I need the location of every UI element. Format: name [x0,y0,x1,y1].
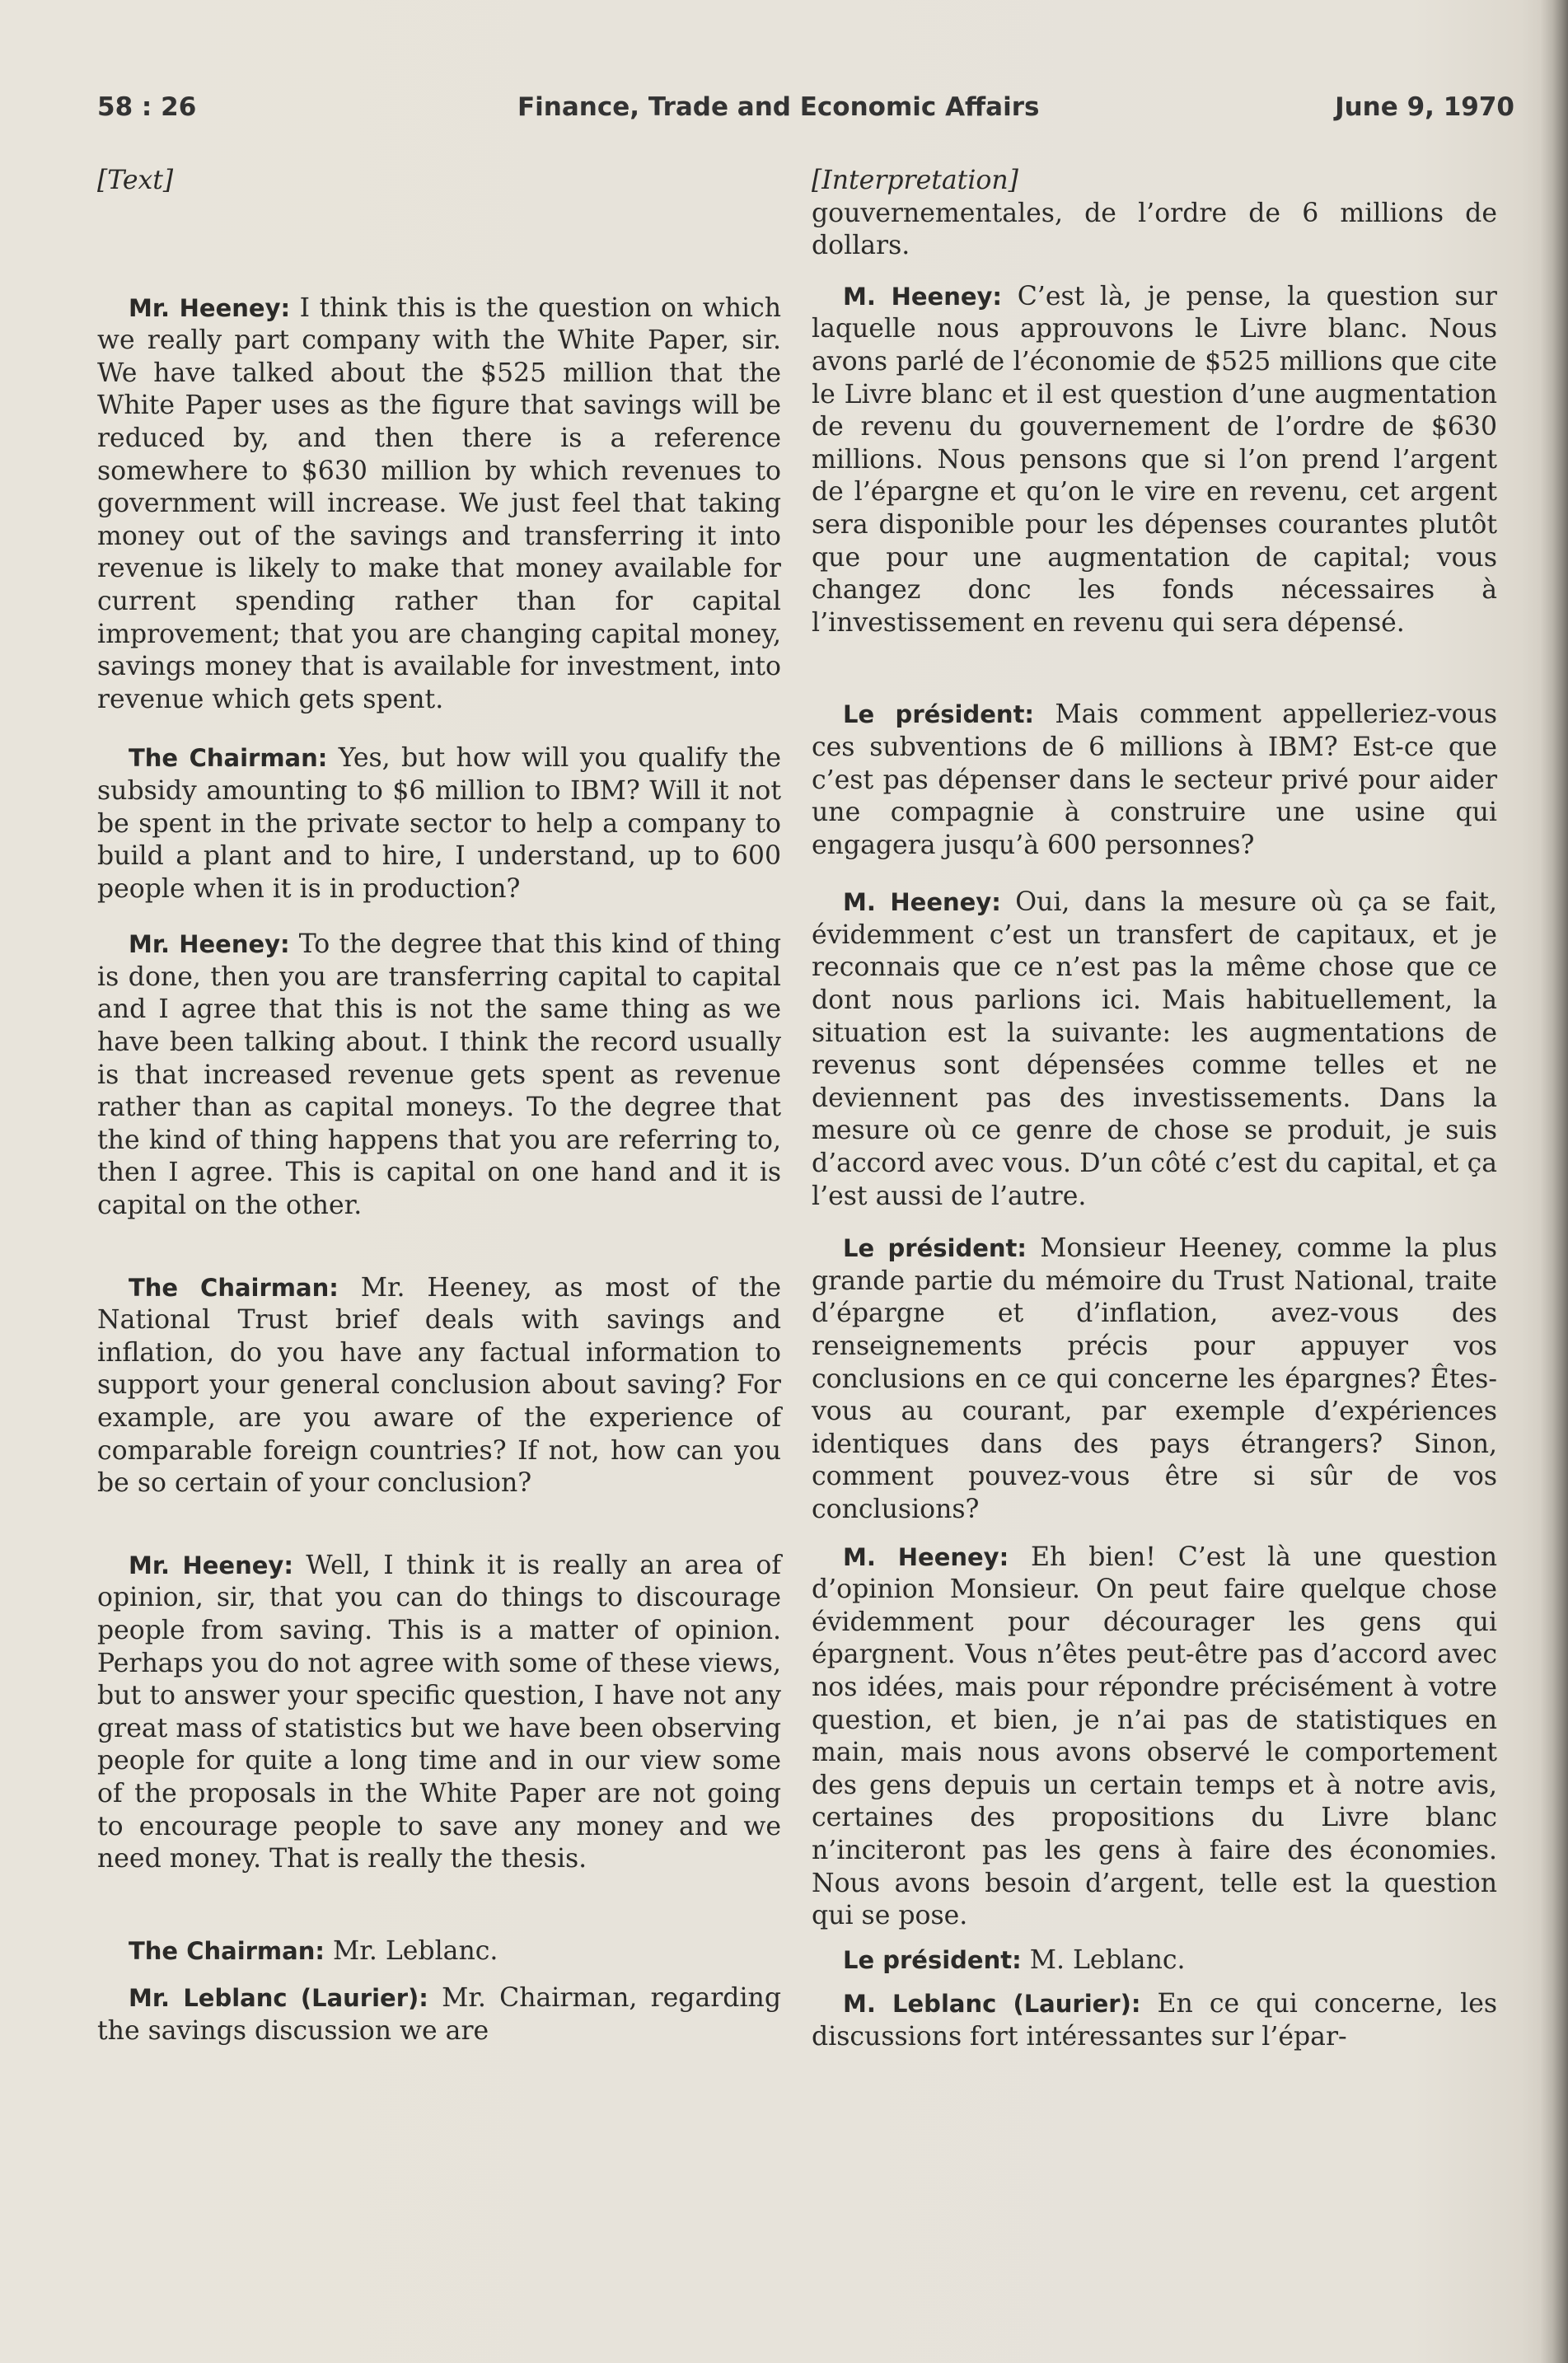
speech-paragraph [97,1982,781,2047]
speech-paragraph [97,292,781,717]
speaker-name: Mr. Heeney: [129,1551,293,1579]
interpretation-label: [Interpretation] [812,166,1018,195]
committee-title: Finance, Trade and Economic Affairs [517,92,1040,122]
speaker-name: The Chairman: [129,744,328,773]
header-date: June 9, 1970 [1335,92,1514,122]
speech-paragraph [812,887,1497,1213]
speech-paragraph [812,1988,1497,2053]
speech-text: Mr. Chairman, regarding the savings discussion we are [97,1983,781,2046]
text-label: [Text] [97,166,174,195]
speech-paragraph [97,1550,781,1876]
speech-paragraph [812,1542,1497,1933]
speaker-name: M. Heeney: [843,888,1001,917]
speaker-name: Le président: [843,1945,1022,1974]
speech-text: Monsieur Heeney, comme la plus grande partie du mémoire du Trust National, traite d’épargne et d’inflation, avez-vous des renseignements précis pour appuyer vos conclusions en ce qui concerne les épargnes? Êtes-vous au courant, par exemple d’expériences identiques dans des pays étrangers? Sinon, comment pouvez-vous être si sûr de vos conclusions? [812,1233,1497,1524]
speech-paragraph [812,699,1497,862]
speech-paragraph [97,1272,781,1500]
speech-text: C’est là, je pense, la question sur laquelle nous approuvons le Livre blanc. Nous avons parlé de l’économie de $525 millions que cite le Livre blanc et il est question d’une augmentation de revenu du gouvernement de l’ordre de $630 millions. Nous pensons que si l’on prend l’argent de l’épargne et qu’on le vire en revenu, cet argent sera disponible pour les dépenses courantes plutôt que pour une augmentation de capital; vous changez donc les fonds nécessaires à l’investissement en revenu qui sera dépensé. [812,281,1497,638]
speech-paragraph [97,1935,781,1968]
speaker-name: Mr. Heeney: [129,293,291,322]
speaker-name: M. Heeney: [843,1542,1009,1571]
english-column [97,165,781,2048]
speaker-name: The Chairman: [129,1273,339,1302]
speech-text: Eh bien! C’est là une question d’opinion Monsieur. On peut faire quelque chose évidemment pour décourager les gens qui épargnent. Vous n’êtes peut-être pas d’accord avec nos idées, mais pour répondre précisément à votre question, et bien, je n’ai pas de statistiques en main, mais nous avons observé le comportement des gens depuis un certain temps et à notre avis, certaines des propositions du Livre blanc n’inciteront pas les gens à faire des économies. Nous avons besoin d’argent, telle est la question qui se pose. [812,1542,1497,1931]
speaker-name: M. Leblanc (Laurier): [843,1990,1141,2019]
book-spine-shadow [1540,0,1568,2363]
speech-paragraph [97,929,781,1222]
speaker-name: Mr. Leblanc (Laurier): [129,1984,428,2013]
speech-paragraph [812,1233,1497,1526]
speech-text: En ce qui concerne, les discussions fort intéressantes sur l’épar- [812,1989,1497,2052]
speech-paragraph [97,742,781,905]
speech-paragraph [812,281,1497,640]
speech-text: To the degree that this kind of thing is done, then you are transferring capital to capital and I agree that this is not the same thing as we have been talking about. I think the record usually is that increased revenue gets spent as revenue rather than as capital moneys. To the degree that the kind of thing happens that you are referring to, then I agree. This is capital on one hand and it is capital on the other. [97,929,782,1221]
french-column [812,165,1497,2053]
speech-text: Yes, but how will you qualify the subsidy amounting to $6 million to IBM? Will it not be spent in the private sector to help a company to build a plant and to hire, I understand, up to 600 people when it is in production? [97,743,782,904]
speech-text: M. Leblanc. [1029,1944,1186,1975]
speech-text: Oui, dans la mesure où ça se fait, évidemment c’est un transfert de capitaux, et je reconnais que ce n’est pas la même chose que ce dont nous parlions ici. Mais habituellement, la situation est la suivante: les augmentations de revenus sont dépensées comme telles et ne deviennent pas des investissements. Dans la mesure où ce genre de chose se produit, je suis d’accord avec vous. D’un côté c’est du capital, et ça l’est aussi de l’autre. [812,887,1498,1211]
speech-paragraph [812,1944,1497,1977]
speech-text: I think this is the question on which we really part company with the White Paper, sir. We have talked about the $525 million that the White Paper uses as the figure that savings will be reduced by, and then there is a reference somewhere to $630 million by which revenues to government will increase. We just feel that taking money out of the savings and transferring it into revenue is likely to make that money available for current spending rather than for capital improvement; that you are changing capital money, savings money that is available for investment, into revenue which gets spent. [97,292,782,714]
speaker-name: Le président: [843,1234,1027,1263]
speaker-name: Mr. Heeney: [129,930,290,959]
page-header [97,92,1514,133]
speech-text: Well, I think it is really an area of opinion, sir, that you can do things to discourage people from saving. This is a matter of opinion. Perhaps you do not agree with some of these views, but to answer your specific question, I have not any great mass of statistics but we have been observing people for quite a long time and in our view some of the proposals in the White Paper are not going to encourage people to save any money and we need money. That is really the thesis. [97,1550,782,1874]
speech-text: Mais comment appelleriez-vous ces subventions de 6 millions à IBM? Est-ce que c’est pas dépenser dans le secteur privé pour aider une compagnie à construire une usine qui engagera jusqu’à 600 personnes? [812,700,1498,860]
speech-text: Mr. Leblanc. [332,1935,498,1966]
speaker-name: The Chairman: [129,1936,325,1965]
speech-text: Mr. Heeney, as most of the National Trust brief deals with savings and inflation, do you have any factual information to support your general conclusion about saving? For example, are you aware of the experience of comparable foreign countries? If not, how can you be so certain of your conclusion? [97,1272,781,1499]
speaker-name: M. Heeney: [843,282,1003,311]
continuation-text: gouvernementales, de l’ordre de 6 millions de dollars. [812,198,1497,261]
page-number: 58 : 26 [97,92,197,122]
speaker-name: Le président: [843,700,1035,729]
